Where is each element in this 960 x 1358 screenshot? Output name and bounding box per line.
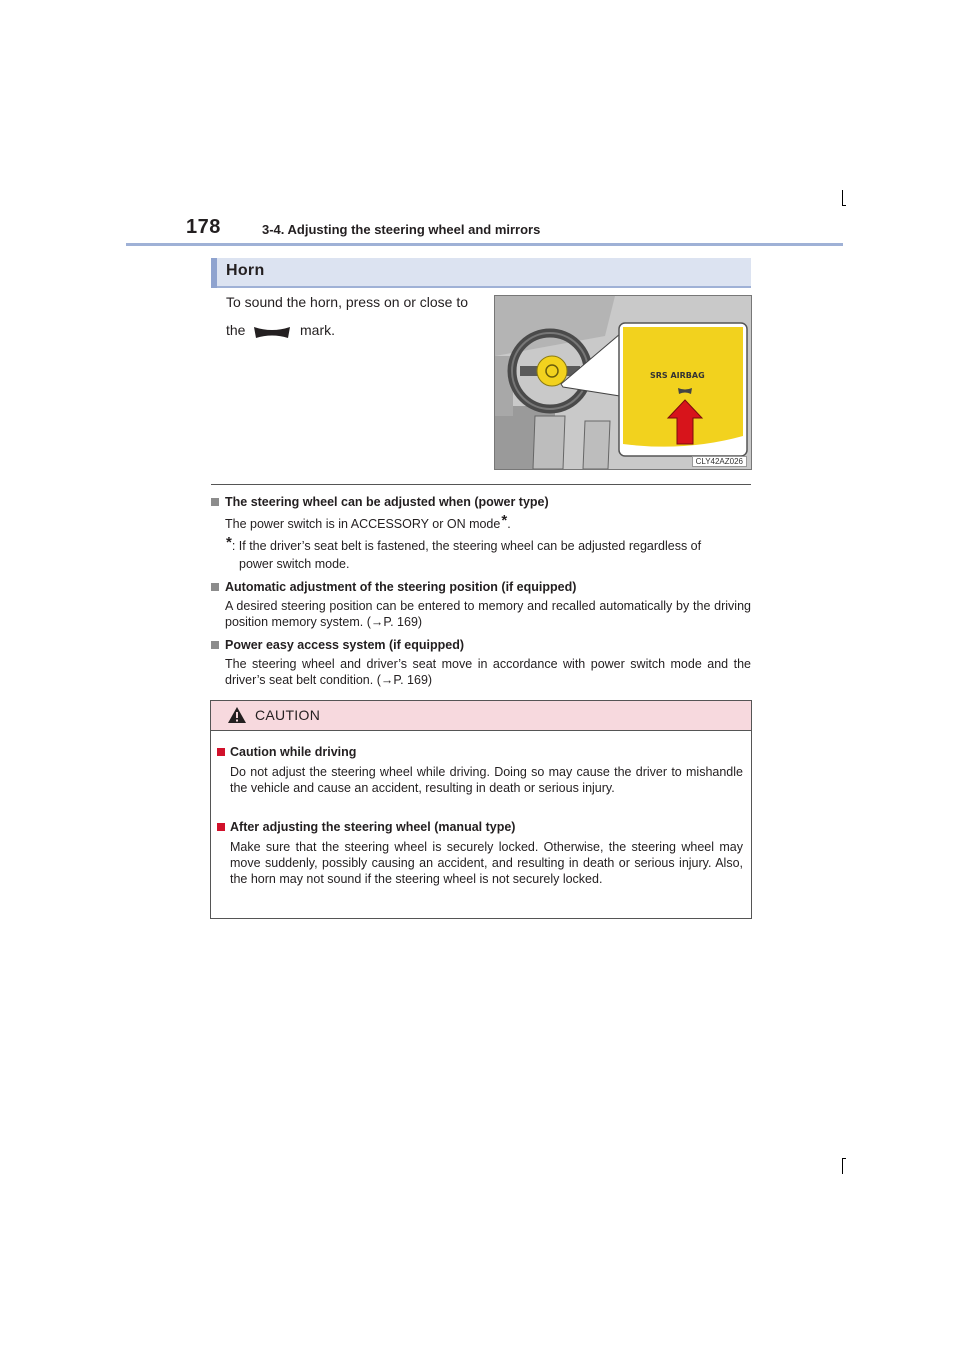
note-body: The power switch is in ACCESSORY or ON mode*. <box>225 512 511 531</box>
caution-body: Make sure that the steering wheel is securely locked. Otherwise, the steering wheel may move suddenly, possibly causing an accident, and resulting in death or serious injury. Also, the horn may not sound if the steering wheel is not securely locked. <box>230 840 743 886</box>
caution-item-driving <box>217 743 743 796</box>
intro-text: To sound the horn, press on or close to <box>226 294 469 310</box>
note-power-easy-access <box>211 636 751 688</box>
footnote-star: * <box>226 534 232 551</box>
caution-box <box>210 700 752 919</box>
footnote: *: If the driver’s seat belt is fastened, the steering wheel can be adjusted regardless of power switch mode. <box>226 534 702 571</box>
horn-icon <box>252 324 292 340</box>
intro-text-mark: mark. <box>300 322 335 338</box>
crop-mark-top-right <box>842 190 843 206</box>
section-bar <box>211 258 751 288</box>
crop-mark-top-right-foot <box>842 205 846 206</box>
note-body: A desired steering position can be entered to memory and recalled automatically by the driving position memory system. (→P. 169) <box>225 599 751 629</box>
steering-wheel-illustration <box>495 296 751 469</box>
airbag-label: SRS AIRBAG <box>650 371 705 380</box>
steering-wheel-figure <box>494 295 752 470</box>
crop-mark-bottom-right <box>842 1158 843 1174</box>
note-power-type <box>211 493 751 573</box>
caution-item-manual-type <box>217 818 743 887</box>
note-heading: Power easy access system (if equipped) <box>211 636 751 654</box>
section-bar-accent <box>211 258 217 288</box>
note-body: The steering wheel and driver’s seat move in accordance with power switch mode and the driver’s seat belt condition. (→P. 169) <box>225 657 751 687</box>
note-heading: Automatic adjustment of the steering position (if equipped) <box>211 578 751 596</box>
chapter-title: 3-4. Adjusting the steering wheel and mirrors <box>262 222 541 237</box>
section-title: Horn <box>226 262 265 279</box>
caution-header <box>211 701 751 731</box>
caution-heading: After adjusting the steering wheel (manual type) <box>217 818 743 836</box>
note-automatic-adjustment <box>211 578 751 630</box>
caution-title: CAUTION <box>255 707 321 723</box>
figure-code: CLY42AZ026 <box>692 456 747 467</box>
divider <box>211 484 751 485</box>
header-rule <box>126 243 843 246</box>
caution-heading: Caution while driving <box>217 743 743 761</box>
note-heading: The steering wheel can be adjusted when (power type) <box>211 493 751 511</box>
page-number: 178 <box>186 216 221 238</box>
caution-body: Do not adjust the steering wheel while driving. Doing so may cause the driver to mishandle the vehicle and cause an accident, resulting in death or serious injury. <box>230 765 743 795</box>
warning-icon <box>227 706 247 724</box>
intro-text-the: the <box>226 322 246 338</box>
crop-mark-bottom-right-foot <box>842 1158 846 1159</box>
footnote-star: * <box>501 512 508 529</box>
